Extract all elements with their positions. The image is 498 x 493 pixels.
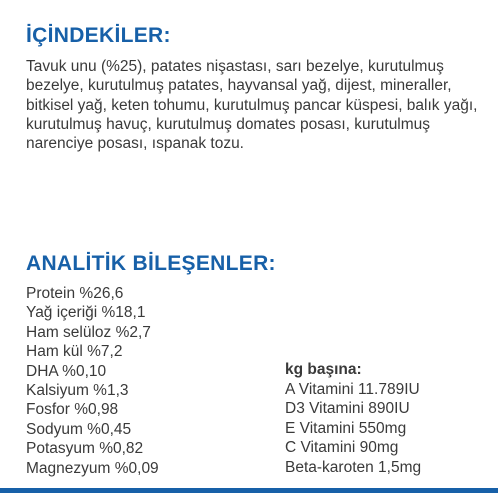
ingredients-text: Tavuk unu (%25), patates nişastası, sarı bezelye, kurutulmuş bezelye, kurutulmuş patates, hayvansal yağ, dijest, mineraller, bitkisel yağ, keten tohumu, kurutulmuş pancar küspesi, balık yağı, kurutulmuş havuç, kurutulmuş domates posası, kurutulmuş narenciye posası, ıspanak tozu. xyxy=(26,58,478,153)
vitamin-item: A Vitamini 11.789IU xyxy=(285,381,420,398)
vitamin-item: Beta-karoten 1,5mg xyxy=(285,458,422,476)
vitamins-heading: kg başına: xyxy=(285,361,362,378)
vitamin-item: C Vitamini 90mg xyxy=(285,439,399,457)
ingredients-heading: İÇİNDEKİLER: xyxy=(26,24,171,47)
analysis-item: Sodyum %0,45 xyxy=(26,420,132,438)
analysis-item: Magnezyum %0,09 xyxy=(26,459,159,477)
analysis-item: Potasyum %0,82 xyxy=(26,440,144,458)
analysis-item: DHA %0,10 xyxy=(26,362,107,380)
analysis-heading: ANALİTİK BİLEŞENLER: xyxy=(26,252,276,275)
analysis-item: Kalsiyum %1,3 xyxy=(26,382,129,400)
analysis-list xyxy=(26,284,159,478)
vitamin-item: E Vitamini 550mg xyxy=(285,419,407,437)
analysis-item: Yağ içeriği %18,1 xyxy=(26,304,146,322)
analysis-item: Fosfor %0,98 xyxy=(26,401,119,419)
vitamin-list xyxy=(285,380,421,477)
bottom-accent-bar xyxy=(0,488,498,493)
analysis-item: Ham selüloz %2,7 xyxy=(26,323,151,341)
analysis-item: Protein %26,6 xyxy=(26,285,124,302)
analysis-item: Ham kül %7,2 xyxy=(26,343,123,361)
vitamin-item: D3 Vitamini 890IU xyxy=(285,400,410,418)
